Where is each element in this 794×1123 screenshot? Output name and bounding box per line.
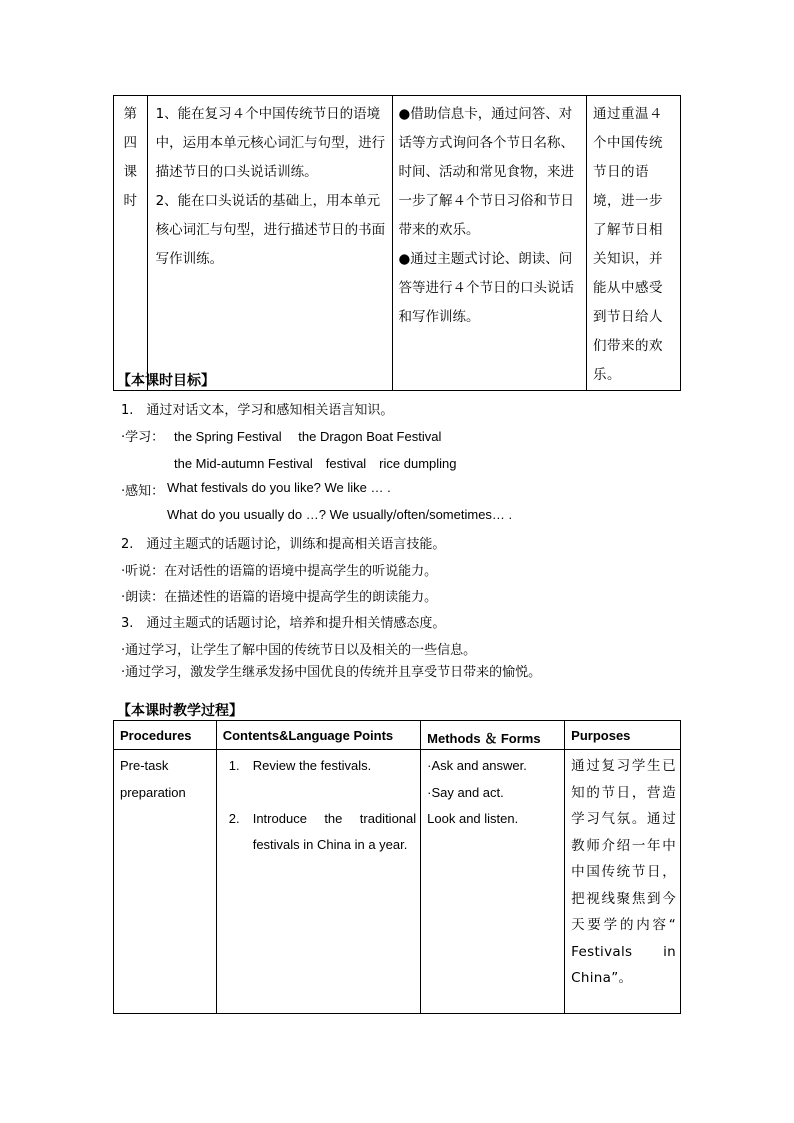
- lesson-char: 时: [123, 193, 138, 209]
- goal-1: 1、能在复习４个中国传统节日的语境中，运用本单元核心词汇与句型，进行描述节日的口头说话训练。: [155, 106, 386, 180]
- content-number: 2.: [228, 810, 240, 826]
- lesson-number-cell: [114, 96, 148, 391]
- table-row: [114, 750, 681, 1014]
- header-methods: Methods ＆ Forms: [421, 721, 565, 750]
- emotion-line-2: ·通过学习，激发学生继承发扬中国优良的传统并且享受节日带来的愉悦。: [121, 665, 542, 680]
- learn-line-1: the Spring Festival the Dragon Boat Festival: [174, 429, 442, 444]
- procedure-cell: [114, 750, 217, 1014]
- method-line: ·Ask and answer.: [427, 758, 527, 773]
- purpose-text: 通过复习学生已知的节日，营造学习气氛。通过教师介绍一年中中国传统节日，把视线聚焦到今天要学的内容“ Festivals in China”。: [571, 758, 676, 986]
- content-item-1: [223, 753, 416, 780]
- lesson-purpose-cell: [587, 96, 681, 391]
- header-contents: Contents&Language Points: [216, 721, 420, 750]
- method-2: ●通过主题式讨论、朗读、问答等进行４个节日的口头说话和写作训练。: [398, 251, 575, 325]
- goal-2: 2、能在口头说话的基础上，用本单元核心词汇与句型，进行描述节日的书面写作训练。: [155, 193, 386, 267]
- header-purposes: Purposes: [565, 721, 681, 750]
- lesson-char: 第: [123, 106, 138, 122]
- purpose-text: 通过重温４个中国传统节日的语境，进一步了解节日相关知识，并能从中感受到节日给人们带来的欢乐。: [593, 106, 664, 383]
- process-title: 【本课时教学过程】: [117, 703, 243, 719]
- lesson-goals-cell: [147, 96, 392, 391]
- objective-item-1: 1. 通过对话文本，学习和感知相关语言知识。: [121, 403, 394, 418]
- objective-item-3: 3. 通过主题式的话题讨论，培养和提升相关情感态度。: [121, 616, 446, 631]
- perceive-line-1: What festivals do you like? We like … .: [167, 480, 391, 495]
- learn-line-2: the Mid-autumn Festival festival rice dumpling: [174, 456, 457, 471]
- method-1: ●借助信息卡，通过问答、对话等方式询问各个节日名称、时间、活动和常见食物，来进一步了解４个节日习俗和节日带来的欢乐。: [398, 106, 575, 238]
- emotion-line-1: ·通过学习，让学生了解中国的传统节日以及相关的一些信息。: [121, 643, 477, 658]
- method-line: Look and listen.: [427, 811, 519, 826]
- table-header-row: [114, 721, 681, 750]
- content-text: Review the festivals.: [252, 758, 372, 773]
- content-item-2: [223, 806, 416, 859]
- lesson-char: 课: [123, 164, 138, 180]
- learn-label: ·学习：: [121, 430, 165, 445]
- teaching-process-table: [113, 720, 681, 1014]
- methods-cell: [421, 750, 565, 1014]
- read-aloud-line: ·朗读：在描述性的语篇的语境中提高学生的朗读能力。: [121, 590, 438, 605]
- purposes-cell: [565, 750, 681, 1014]
- content-number: 1.: [228, 758, 240, 773]
- procedure-name: Pre-task preparation: [120, 758, 186, 800]
- table-row: [114, 96, 681, 391]
- contents-cell: [216, 750, 420, 1014]
- header-procedures: Procedures: [114, 721, 217, 750]
- lesson-char: 四: [123, 135, 138, 151]
- method-line: ·Say and act.: [427, 784, 504, 800]
- objective-item-2: 2. 通过主题式的话题讨论，训练和提高相关语言技能。: [121, 537, 446, 552]
- listen-speak-line: ·听说：在对话性的语篇的语境中提高学生的听说能力。: [121, 564, 438, 579]
- content-text: Introduce the traditional festivals in China in a year.: [252, 810, 417, 852]
- perceive-label: ·感知：: [121, 484, 165, 499]
- lesson-methods-cell: [392, 96, 587, 391]
- lesson-overview-table: [113, 95, 681, 391]
- objectives-title: 【本课时目标】: [117, 373, 215, 389]
- perceive-line-2: What do you usually do …? We usually/often/sometimes… .: [167, 507, 513, 522]
